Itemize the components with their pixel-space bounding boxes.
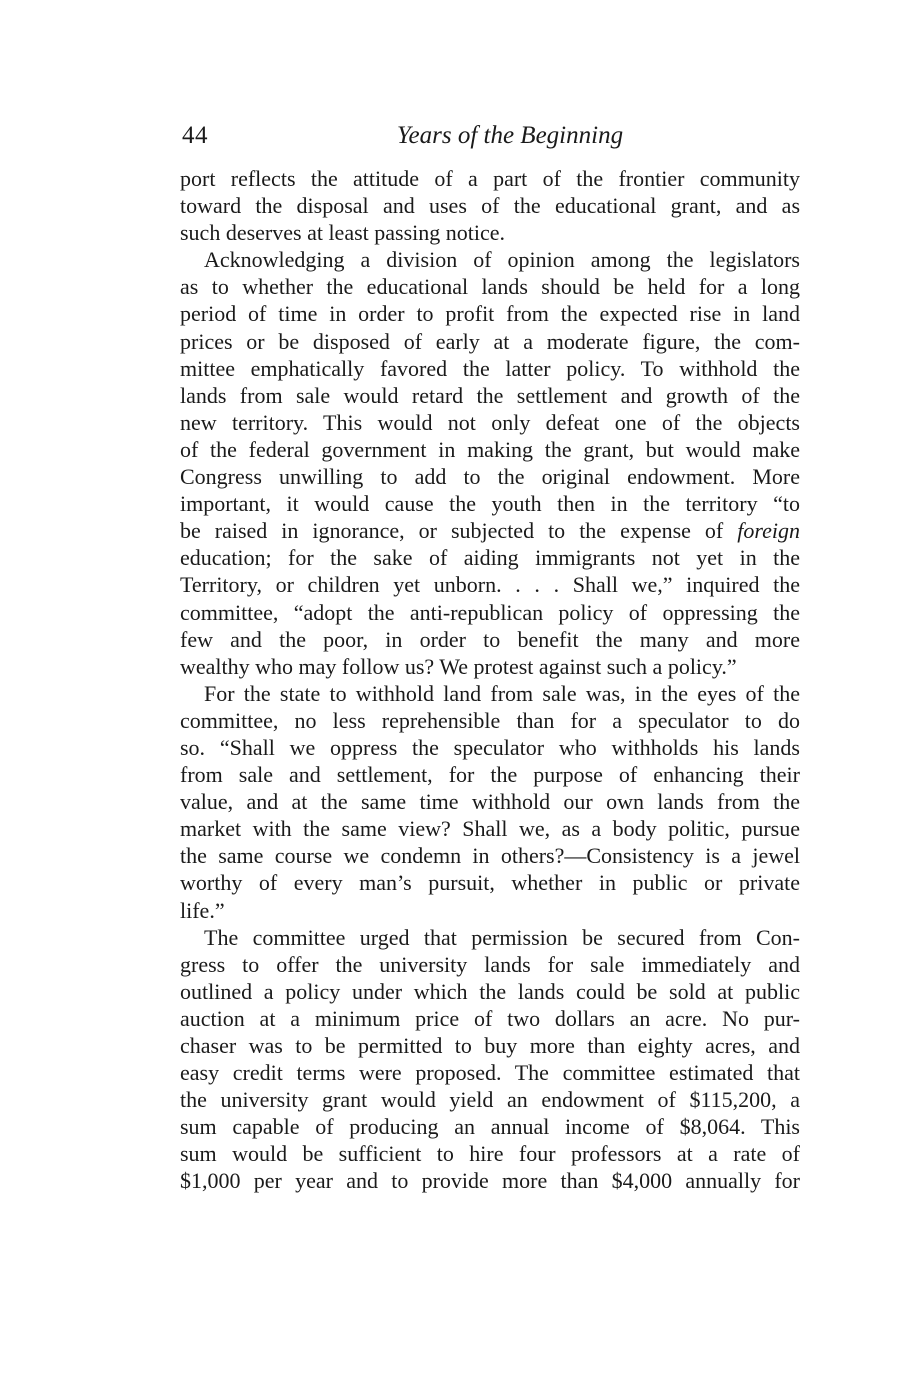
text-line: of the federal government in making the grant, but would make [180,436,800,462]
text-line: $1,000 per year and to provide more than $4,000 annually for [180,1168,800,1194]
text-line: chaser was to be permitted to buy more than eighty acres, and [180,1033,800,1058]
text-line: market with the same view? Shall we, as a body politic, pursue [180,816,800,842]
text-line-with-italic [180,517,800,544]
text-line: auction at a minimum price of two dollars an acre. No pur- [180,1005,800,1031]
text-line: lands from sale would retard the settlement and growth of the [180,382,800,408]
text-line: outlined a policy under which the lands could be sold at public [180,978,800,1004]
text-line: important, it would cause the youth then in the territory “to [180,491,800,517]
running-head [182,118,798,154]
text-line: so. “Shall we oppress the speculator who withholds his lands [180,734,800,760]
text-line: For the state to withhold land from sale was, in the eyes of the [204,680,800,706]
text-line: committee, “adopt the anti-republican policy of oppressing the [180,599,800,625]
text-line: port reflects the attitude of a part of the frontier community [180,166,800,191]
paragraph [180,680,800,924]
running-title: Years of the Beginning [396,122,624,149]
line-text-segment: be raised in ignorance, or subjected to the expense of [180,518,738,544]
text-line: The committee urged that permission be secured from Con- [204,924,800,950]
text-line: period of time in order to profit from the expected rise in land [180,301,800,327]
text-line: Acknowledging a division of opinion among the legislators [204,247,800,273]
text-line: prices or be disposed of early at a moderate figure, the com- [180,328,800,354]
text-line: new territory. This would not only defeat one of the objects [180,409,800,435]
text-line: sum capable of producing an annual income of $8,064. This [180,1114,800,1140]
text-line: easy credit terms were proposed. The committee estimated that [180,1060,800,1086]
text-line: the university grant would yield an endowment of $115,200, a [180,1087,800,1113]
paragraph [180,165,800,246]
text-line: as to whether the educational lands should be held for a long [180,274,800,300]
text-line: from sale and settlement, for the purpose of enhancing their [180,762,800,788]
text-line: life.” [180,897,225,923]
text-line: worthy of every man’s pursuit, whether in public or private [180,870,800,896]
text-line: the same course we condemn in others?—Consistency is a jewel [180,843,800,869]
text-line: Congress unwilling to add to the original endowment. More [180,464,800,490]
italic-word: foreign [737,518,800,544]
body-text [180,165,800,1195]
text-line: mittee emphatically favored the latter policy. To withhold the [180,355,800,381]
text-line: education; for the sake of aiding immigrants not yet in the [180,545,800,571]
text-line: gress to offer the university lands for sale immediately and [180,951,800,977]
text-line: committee, no less reprehensible than for a speculator to do [180,707,800,733]
paragraph [180,924,800,1195]
text-line: such deserves at least passing notice. [180,220,506,246]
text-line: Territory, or children yet unborn. . . . Shall we,” inquired the [180,572,800,598]
page-number: 44 [182,122,208,149]
text-line: value, and at the same time withhold our own lands from the [180,789,800,815]
paragraph [180,246,800,680]
text-line: sum would be sufficient to hire four professors at a rate of [180,1141,800,1167]
text-line: toward the disposal and uses of the educational grant, and as [180,193,800,219]
text-line: few and the poor, in order to benefit the many and more [180,626,800,652]
text-line: wealthy who may follow us? We protest against such a policy.” [180,653,737,679]
